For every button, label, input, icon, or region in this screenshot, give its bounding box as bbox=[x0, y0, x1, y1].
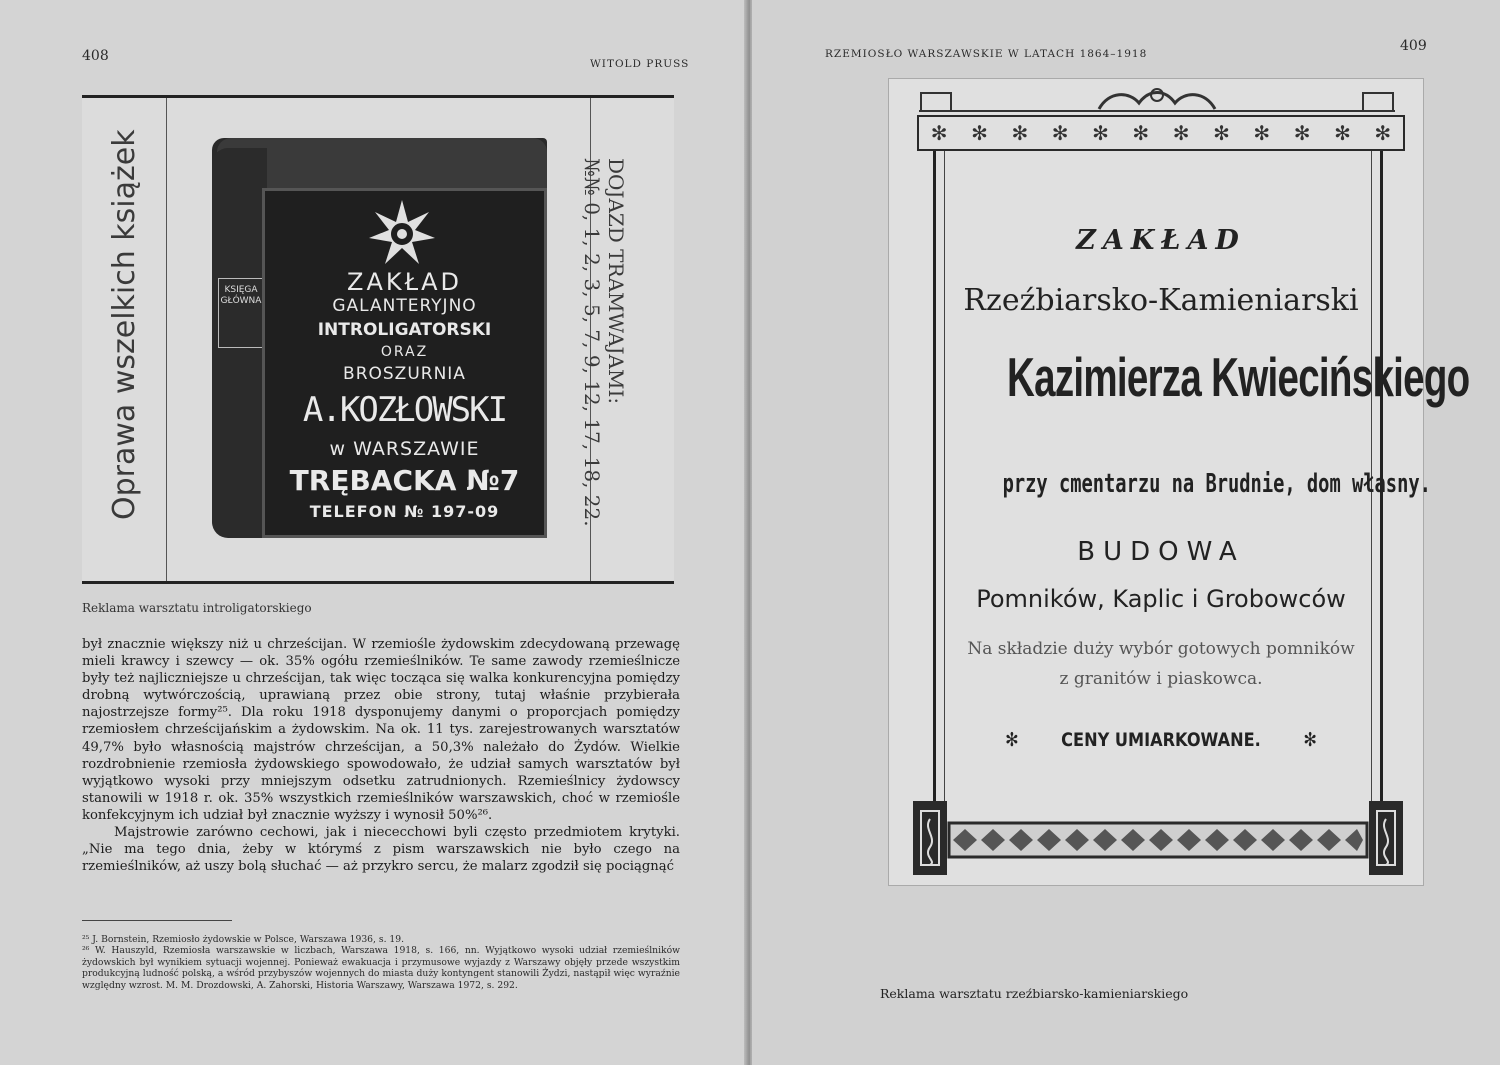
star-icon: ✻ bbox=[1334, 121, 1351, 145]
ad-right-line-budowa: BUDOWA bbox=[1077, 537, 1245, 567]
star-icon: ✻ bbox=[1293, 121, 1311, 145]
star-icon: ✻ bbox=[1051, 121, 1069, 145]
ad-right-line-location: przy cmentarzu na Brudnie, dom własny. bbox=[1002, 469, 1431, 499]
ad-tram-heading: DOJAZD TRAMWAJAMI: bbox=[604, 158, 628, 405]
star-icon: ✻ bbox=[1092, 121, 1109, 145]
running-head-left: WITOLD PRUSS bbox=[590, 58, 690, 70]
prices-text: CENY UMIARKOWANE. bbox=[1061, 729, 1261, 751]
ad-right-line-products: Pomników, Kaplic i Grobowców bbox=[976, 585, 1346, 613]
footnote-25: ²⁵ J. Bornstein, Rzemiosło żydowskie w Polsce, Warszawa 1936, s. 19. bbox=[82, 934, 405, 945]
ad-left-line-phone: TELEFON № 197-09 bbox=[309, 502, 500, 521]
ad-left-line-name: A.KOZŁOWSKI bbox=[302, 390, 507, 430]
running-head-right: RZEMIOSŁO WARSZAWSKIE W LATACH 1864–1918 bbox=[825, 48, 1148, 60]
star-icon: ✻ bbox=[971, 121, 988, 145]
page-number-right: 409 bbox=[1400, 38, 1427, 54]
paragraph-1: był znacznie większy niż u chrześcijan. W rzemiośle żydowskim zdecydowaną przewagę mieli krawcy i szewcy — ok. 35% ogółu rzemieślników. Te same zawody rzemieślnicze były też najliczniejsze u chrześcijan, tak więc tocząca się walka konkurencyjna pomiędzy drobną wytwórczością, uprawianą przez obie strony, tutaj właśnie przybierała najostrzejsze formy²⁵. Dla roku 1918 dysponujemy danymi o proporcjach pomiędzy rzemiosłem chrześcijańskim a żydowskim. Na ok. 11 tys. zarejestrowanych warsztatów 49,7% było własnością majstrów chrześcijan, a 50,3% należało do Żydów. Wielkie rozdrobnienie rzemiosła żydowskiego spowodowało, że udział samych warsztatów był wyjątkowo wysoki przy mniejszym odsetku zatrudnionych. Rzemieślnicy żydowscy stanowili w 1918 r. ok. 35% wszystkich rzemieślników warszawskich, choć w rzemiośle konfekcyjnym ich udział był znacznie wyższy i wynosił 50%²⁶. bbox=[82, 637, 680, 823]
ad-left-line-zaklad: ZAKŁAD bbox=[347, 268, 462, 296]
ad-right-line-zaklad: ZAKŁAD bbox=[1076, 225, 1246, 256]
body-text bbox=[82, 636, 680, 875]
figure-caption-right: Reklama warsztatu rzeźbiarsko-kamieniarskiego bbox=[880, 986, 1189, 1001]
ad-left-line-oraz: ORAZ bbox=[380, 344, 429, 360]
ad-left-line-galanteryjno: GALANTERYJNO bbox=[332, 296, 477, 316]
ad-vertical-left-text: Oprawa wszelkich książek bbox=[107, 129, 142, 520]
ad-right-line-prices bbox=[974, 729, 1348, 751]
star-icon: ✻ bbox=[1005, 729, 1019, 751]
star-icon: ✻ bbox=[1213, 121, 1230, 145]
footnote-26: ²⁶ W. Hauszyld, Rzemiosła warszawskie w liczbach, Warszawa 1918, s. 166, nn. Wyjątkowo wysoki udział rzemieślników żydowskich był wynikiem sytuacji wojennej. Ponieważ ewakuacja i przymusowe wyjazdy z Warszawy objęły przede wszystkim produkcyjną ludność polską, a wśród przybyszów wojennych do miasta duży kontyngent stanowili Żydzi, nastąpił więc wyraźnie względny wzrost. M. M. Drozdowski, A. Zahorski, Historia Warszawy, Warszawa 1972, s. 292. bbox=[82, 945, 680, 991]
ad-right-line-type: Rzeźbiarsko-Kamieniarski bbox=[963, 283, 1359, 318]
star-border bbox=[917, 115, 1405, 151]
ad-left-line-broszurnia: BROSZURNIA bbox=[343, 364, 466, 384]
ad-tram-numbers: №№ 0, 1, 2, 3, 5, 7, 9, 12, 17, 18, 22. bbox=[580, 158, 604, 527]
star-icon: ✻ bbox=[1011, 121, 1029, 145]
stonemason-advertisement bbox=[888, 78, 1470, 886]
left-page bbox=[0, 0, 748, 1065]
ad-vertical-right-text bbox=[582, 158, 652, 558]
star-icon: ✻ bbox=[1253, 121, 1271, 145]
ad-right-line-stock: Na składzie duży wybór gotowych pomników bbox=[967, 639, 1355, 659]
star-icon: ✻ bbox=[1374, 121, 1392, 145]
ad-divider-left bbox=[166, 98, 167, 581]
footnotes bbox=[82, 934, 680, 991]
star-icon: ✻ bbox=[1172, 121, 1190, 145]
figure-caption-left: Reklama warsztatu introligatorskiego bbox=[82, 601, 312, 615]
ad-left-line-address: TRĘBACKA №7 bbox=[289, 464, 520, 497]
ornament-bottom-icon bbox=[913, 801, 1403, 875]
ad-right-line-owner: Kazimierza Kwiecińskiego bbox=[1007, 346, 1470, 408]
page-number-left: 408 bbox=[82, 48, 109, 64]
star-icon: ✻ bbox=[1132, 121, 1150, 145]
star-icon: ✻ bbox=[1303, 729, 1317, 751]
guild-star-icon bbox=[367, 198, 437, 268]
book-spine-label: KSIĘGA GŁÓWNA bbox=[218, 278, 264, 348]
star-icon: ✻ bbox=[930, 121, 948, 145]
bookbinding-advertisement bbox=[82, 95, 674, 584]
ad-right-line-materials: z granitów i piaskowca. bbox=[1059, 669, 1263, 689]
footnote-divider bbox=[82, 920, 232, 921]
ad-left-line-city: w WARSZAWIE bbox=[329, 438, 480, 460]
paragraph-2: Majstrowie zarówno cechowi, jak i niececchowi byli często przedmiotem krytyki. „Nie ma tego dnia, żeby w którymś z pism warszawskich nie było czego na rzemieślników, aż uszy bolą słuchać — aż przykro sercu, że malarz zgodził się pociągnąć bbox=[82, 825, 680, 875]
ad-left-line-introligatorski: INTROLIGATORSKI bbox=[317, 320, 492, 340]
ornament-top-icon bbox=[919, 81, 1395, 115]
